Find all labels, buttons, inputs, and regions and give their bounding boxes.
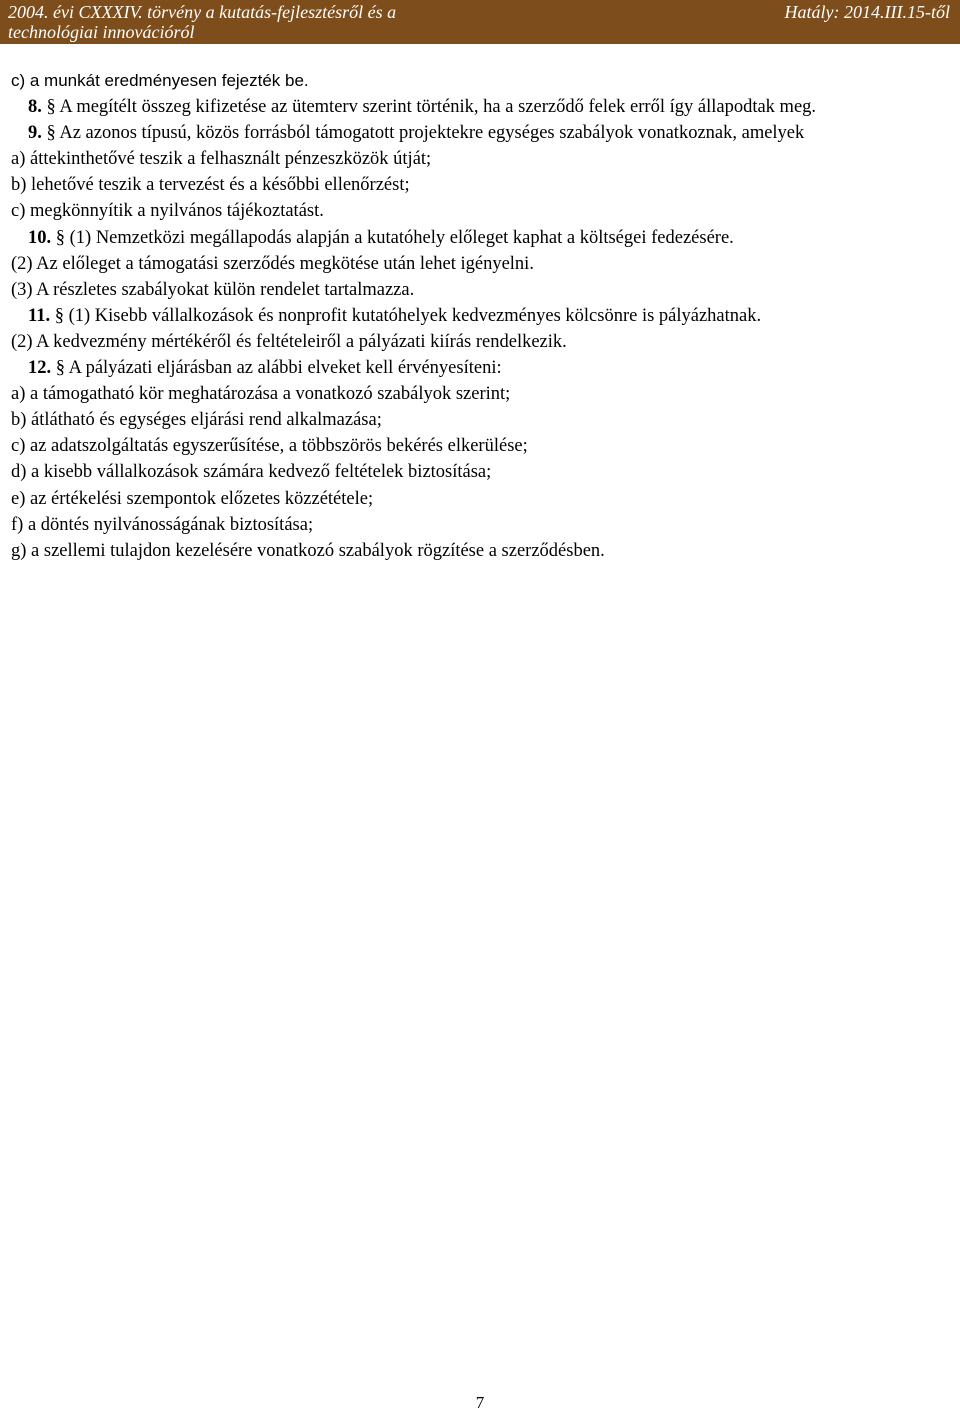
section-sign-icon: § <box>46 97 56 118</box>
section-9-point-c: c) megkönnyítik a nyilvános tájékoztatást. <box>11 201 324 222</box>
section-8 <box>11 94 951 120</box>
section-8-text: A megítélt összeg kifizetése az ütemterv szerint történik, ha a szerződő felek erről így állapodtak meg. <box>59 97 817 118</box>
document-header <box>0 0 960 44</box>
section-9-number: 9. <box>28 123 42 144</box>
section-9-point-a: a) áttekinthetővé teszik a felhasznált pénzeszközök útját; <box>11 149 432 170</box>
page-number: 7 <box>475 1393 485 1412</box>
section-12-number: 12. <box>28 358 52 379</box>
section-12-text: A pályázati eljárásban az alábbi elveket kell érvényesíteni: <box>68 358 502 379</box>
section-11-paragraph-2: (2) A kedvezmény mértékéről és feltételeiről a pályázati kiírás rendelkezik. <box>11 331 567 352</box>
paragraph-intro-c: c) a munkát eredményesen fejezték be. <box>11 71 309 90</box>
section-12-point-a: a) a támogatható kör meghatározása a vonatkozó szabályok szerint; <box>11 384 511 405</box>
document-body <box>11 68 951 564</box>
header-law-title <box>8 2 396 42</box>
section-10-number: 10. <box>28 227 52 248</box>
header-law-title-line2: technológiai innovációról <box>8 22 195 42</box>
section-12-point-g: g) a szellemi tulajdon kezelésére vonatkozó szabályok rögzítése a szerződésben. <box>11 540 605 561</box>
section-11-number: 11. <box>28 305 51 326</box>
section-9-point-b: b) lehetővé teszik a tervezést és a későbbi ellenőrzést; <box>11 175 410 196</box>
header-law-title-line1: 2004. évi CXXXIV. törvény a kutatás-fejlesztésről és a <box>8 2 397 22</box>
section-12-point-b: b) átlátható és egységes eljárási rend alkalmazása; <box>11 410 382 431</box>
section-12-point-c: c) az adatszolgáltatás egyszerűsítése, a többszörös bekérés elkerülése; <box>11 436 528 457</box>
section-9-text: Az azonos típusú, közös forrásból támogatott projektekre egységes szabályok vonatkoznak, amelyek <box>59 123 805 144</box>
section-10-paragraph-2: (2) Az előleget a támogatási szerződés megkötése után lehet igényelni. <box>11 253 534 274</box>
section-12-point-d: d) a kisebb vállalkozások számára kedvező feltételek biztosítása; <box>11 462 492 483</box>
section-10-paragraph-3: (3) A részletes szabályokat külön rendelet tartalmazza. <box>11 279 415 300</box>
section-9 <box>11 120 951 146</box>
section-sign-icon: § <box>55 358 65 379</box>
section-10 <box>11 225 951 251</box>
section-12 <box>11 355 951 381</box>
section-11 <box>11 303 951 329</box>
section-12-point-e: e) az értékelési szempontok előzetes közzététele; <box>11 488 374 509</box>
section-sign-icon: § <box>46 123 56 144</box>
section-12-point-f: f) a döntés nyilvánosságának biztosítása; <box>11 514 314 535</box>
section-11-paragraph-1: (1) Kisebb vállalkozások és nonprofit kutatóhelyek kedvezményes kölcsönre is pályázhatnak. <box>68 305 762 326</box>
section-8-number: 8. <box>28 97 42 118</box>
header-effective-date: Hatály: 2014.III.15-től <box>784 2 950 22</box>
section-sign-icon: § <box>55 227 65 248</box>
section-sign-icon: § <box>54 305 64 326</box>
section-10-paragraph-1: (1) Nemzetközi megállapodás alapján a kutatóhely előleget kaphat a költségei fedezésére. <box>69 227 734 248</box>
